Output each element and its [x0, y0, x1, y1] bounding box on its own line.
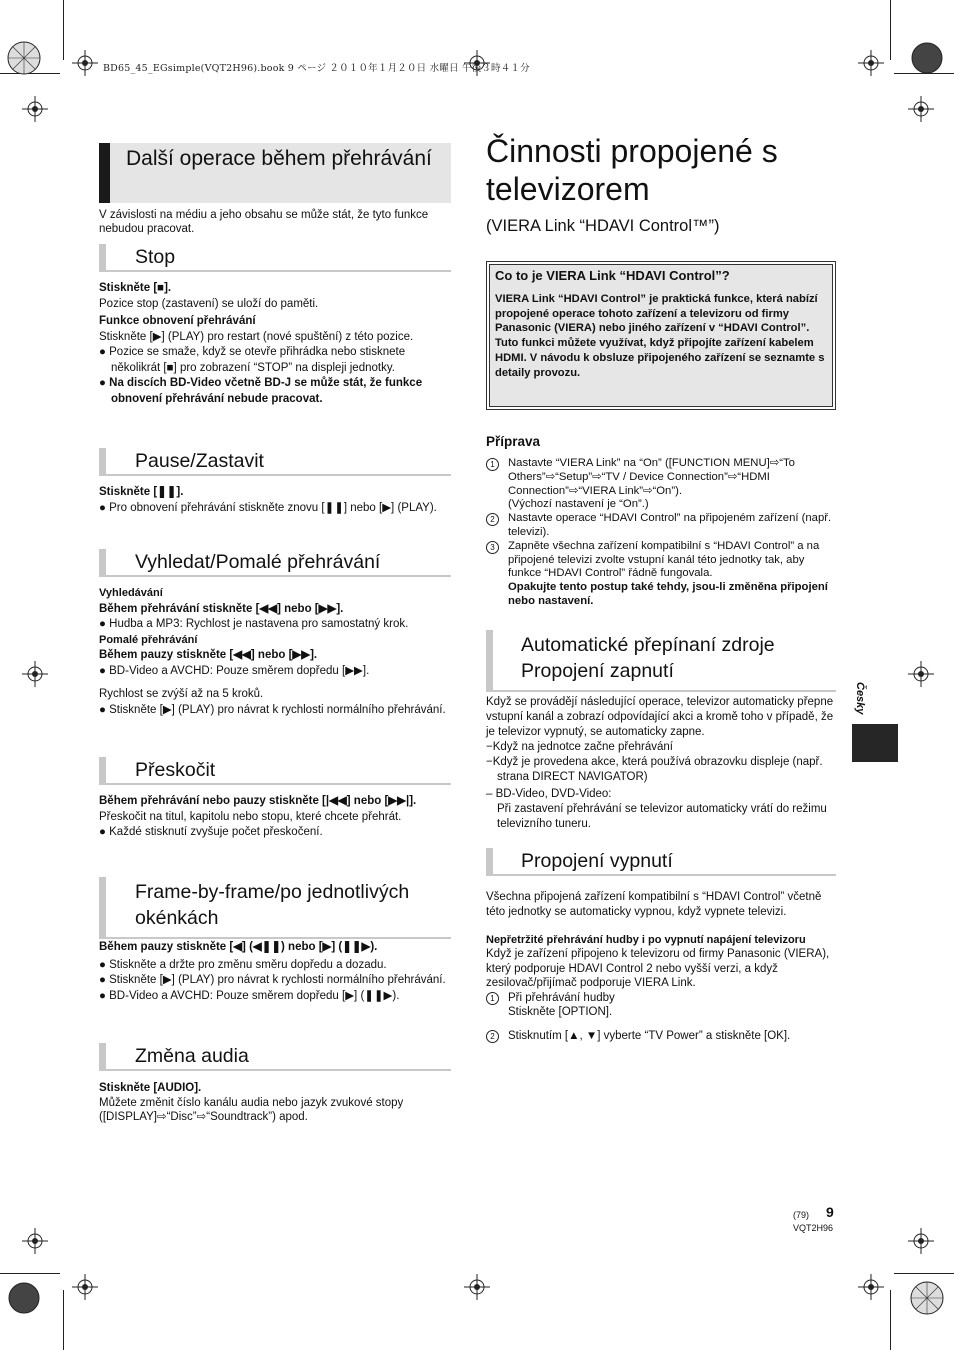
- crosshair-icon: [22, 96, 48, 122]
- text: Můžete změnit číslo kanálu audia nebo jazyk zvukové stopy ([DISPLAY]⇨“Disc”⇨“Soundtrack”) apod.: [99, 1096, 404, 1123]
- text: Stiskněte [▶] (PLAY) pro restart (nové spuštění) z této pozice.: [99, 330, 414, 343]
- crop-line: [63, 0, 64, 60]
- crosshair-icon: [908, 661, 934, 687]
- section-heading-frame: Frame-by-frame/po jednotlivých okénkách: [99, 877, 451, 939]
- subheading: Vyhledávání: [99, 587, 163, 599]
- page-title: Činnosti propojené s televizorem: [486, 133, 778, 207]
- subheading: Funkce obnovení přehrávání: [99, 315, 256, 327]
- step: [486, 540, 836, 609]
- step: [486, 512, 836, 540]
- section-pause: [99, 485, 451, 516]
- crop-line: [890, 1290, 891, 1350]
- crop-line: [0, 1273, 60, 1274]
- bullet: ● Pro obnovení přehrávání stiskněte znovu [❚❚] nebo [▶] (PLAY).: [99, 501, 437, 514]
- crosshair-icon: [22, 1228, 48, 1254]
- section-skip: [99, 794, 451, 841]
- step: [486, 991, 836, 1019]
- section-heading-pause: Pause/Zastavit: [99, 448, 451, 476]
- text: Všechna připojená zařízení kompatibilní s “HDAVI Control” včetně této jednotky se automaticky vypnou, když vypnete televizi.: [486, 891, 822, 918]
- main-heading: Další operace během přehrávání: [99, 143, 451, 203]
- registration-rosette-icon: [6, 40, 42, 76]
- step: [486, 1029, 836, 1044]
- text: Rychlost se zvýší až na 5 kroků.: [99, 688, 264, 700]
- step-note: Opakujte tento postup také tehdy, jsou-li změněna připojení nebo nastavení.: [508, 581, 828, 607]
- page-reference: (79): [793, 1210, 810, 1220]
- info-box-text: VIERA Link “HDAVI Control” je praktická funkce, která nabízí propojené operace tohoto zařízení a televizoru od firmy Panasonic (VIERA) nebo jiného zařízení v “HDAVI Control”.: [495, 293, 818, 335]
- section-frame: [99, 940, 451, 1004]
- bullet: ● Hudba a MP3: Rychlost je nastavena pro samostatný krok.: [99, 618, 409, 630]
- bullet: ● BD-Video a AVCHD: Pouze směrem dopředu [▶▶].: [99, 664, 370, 677]
- section-search: [99, 586, 451, 718]
- step-number: 1: [486, 458, 499, 471]
- step-text: Stiskněte [OPTION].: [508, 1005, 613, 1018]
- step-text: Při přehrávání hudby: [508, 991, 615, 1004]
- page-subtitle: (VIERA Link “HDAVI Control™”): [486, 217, 720, 235]
- section-heading-search: Vyhledat/Pomalé přehrávání: [99, 549, 451, 577]
- crop-line: [890, 0, 891, 60]
- step-number: 2: [486, 1030, 499, 1043]
- dash-item: – BD-Video, DVD-Video:: [486, 788, 612, 800]
- crosshair-icon: [908, 1228, 934, 1254]
- instruction: Během pauzy stiskněte [◀] (◀❚❚) nebo [▶] (❚❚▶).: [99, 941, 378, 953]
- language-label: Česky: [854, 682, 866, 715]
- bullet: ● Stiskněte a držte pro změnu směru dopředu a dozadu.: [99, 958, 387, 971]
- step-number: 3: [486, 541, 499, 554]
- text: Když je zařízení připojeno k televizoru od firmy Panasonic (VIERA), který podporuje HDAVI Control 2 nebo vyšší verzi, a když zesilovač/přijímač podporuje VIERA Link.: [486, 948, 830, 989]
- text: Přeskočit na titul, kapitolu nebo stopu, které chcete přehrát.: [99, 810, 402, 823]
- step-text: (Výchozí nastavení je “On”.): [508, 498, 649, 511]
- text: Když se provádějí následující operace, televizor automaticky přepne vstupní kanál a zobrazí odpovídající akci a kromě toho v případě, že je televizor vypnutý, se automaticky zapne.: [486, 696, 834, 738]
- section-heading-stop: Stop: [99, 244, 451, 272]
- info-box-text: Tuto funkci můžete využívat, když připojíte zařízení kabelem HDMI. V návodu k obsluze připojeného zařízení se seznamte s detaily provozu.: [495, 337, 825, 379]
- crosshair-icon: [858, 50, 884, 76]
- crosshair-icon: [72, 50, 98, 76]
- info-box: [486, 261, 836, 410]
- section-power-off: [486, 890, 836, 1044]
- section-heading-skip: Přeskočit: [99, 757, 451, 785]
- step-text: Stisknutím [▲, ▼] vyberte “TV Power” a stiskněte [OK].: [508, 1029, 791, 1042]
- dash-item: −Když je provedena akce, která používá obrazovku displeje (např. strana DIRECT NAVIGATOR): [486, 756, 823, 783]
- step: [486, 457, 836, 512]
- instruction: Během přehrávání stiskněte [◀◀] nebo [▶▶].: [99, 602, 344, 615]
- subheading: Pomalé přehrávání: [99, 633, 198, 646]
- instruction: Během přehrávání nebo pauzy stiskněte [|◀◀] nebo [▶▶|].: [99, 795, 417, 807]
- document-code: VQT2H96: [793, 1223, 834, 1233]
- step-number: 2: [486, 513, 499, 526]
- bullet: ● Pozice se smaže, když se otevře přihrádka nebo stisknete několikrát [■] pro zobrazení “STOP” na displeji jednotky.: [99, 346, 406, 374]
- section-stop: [99, 281, 451, 407]
- crosshair-icon: [464, 1274, 490, 1300]
- step-number: 1: [486, 992, 499, 1005]
- crop-line: [63, 1290, 64, 1350]
- registration-dot-icon: [909, 40, 945, 76]
- text: Pozice stop (zastavení) se uloží do paměti.: [99, 297, 319, 310]
- section-heading-power-off: Propojení vypnutí: [486, 848, 836, 876]
- crosshair-icon: [858, 1274, 884, 1300]
- section-auto-switch: [486, 695, 836, 832]
- intro-text: V závislosti na médiu a jeho obsahu se může stát, že tyto funkce nebudou pracovat.: [99, 209, 429, 235]
- preparation-heading: Příprava: [486, 434, 541, 449]
- instruction: Stiskněte [❚❚].: [99, 486, 184, 498]
- bullet: ● Každé stisknutí zvyšuje počet přeskočení.: [99, 826, 323, 838]
- instruction: Stiskněte [■].: [99, 282, 172, 294]
- crop-line: [894, 1273, 954, 1274]
- step-text: Nastavte operace “HDAVI Control” na připojeném zařízení (např. televizi).: [508, 512, 832, 538]
- bullet: ● BD-Video a AVCHD: Pouze směrem dopředu [▶] (❚❚▶).: [99, 989, 400, 1002]
- crosshair-icon: [72, 1274, 98, 1300]
- text: Při zastavení přehrávání se televizor automaticky vrátí do režimu televizního tuneru.: [497, 803, 827, 830]
- crosshair-icon: [908, 96, 934, 122]
- page-number: 9: [826, 1204, 834, 1220]
- dash-item: −Když na jednotce začne přehrávání: [486, 741, 673, 753]
- crosshair-icon: [22, 661, 48, 687]
- bullet: ● Na discích BD-Video včetně BD-J se může stát, že funkce obnovení přehrávání nebude pracovat.: [99, 377, 423, 405]
- subheading: Nepřetržité přehrávání hudby i po vypnutí napájení televizoru: [486, 934, 806, 946]
- step-text: Zapněte všechna zařízení kompatibilní s “HDAVI Control” a na připojené televizi zvolte vstupní kanál této jednotky tak, aby funkce “HDAVI Control” řádně fungovala.: [508, 539, 820, 580]
- step-text: Nastavte “VIERA Link” na “On” ([FUNCTION MENU]⇨“To Others”⇨“Setup”⇨“TV / Device Connection”⇨“HDMI Connection”⇨“VIERA Link”⇨“On”).: [508, 457, 795, 497]
- bullet: ● Stiskněte [▶] (PLAY) pro návrat k rychlosti normálního přehrávání.: [99, 703, 446, 716]
- bullet: ● Stiskněte [▶] (PLAY) pro návrat k rychlosti normálního přehrávání.: [99, 974, 446, 986]
- info-box-title: Co to je VIERA Link “HDAVI Control”?: [495, 268, 730, 283]
- language-tab: [852, 724, 898, 762]
- preparation-steps: [486, 457, 836, 609]
- section-heading-audio: Změna audia: [99, 1043, 451, 1071]
- instruction: Stiskněte [AUDIO].: [99, 1082, 202, 1094]
- registration-dot-icon: [6, 1280, 42, 1316]
- file-info: BD65_45_EGsimple(VQT2H96).book 9 ページ ２０１０年１月２０日 水曜日 午後３時４１分: [103, 63, 530, 74]
- registration-rosette-icon: [909, 1280, 945, 1316]
- section-heading-auto-switch: Automatické přepínaní zdroje Propojení zapnutí: [486, 630, 836, 692]
- instruction: Během pauzy stiskněte [◀◀] nebo [▶▶].: [99, 649, 318, 661]
- section-audio: [99, 1081, 451, 1125]
